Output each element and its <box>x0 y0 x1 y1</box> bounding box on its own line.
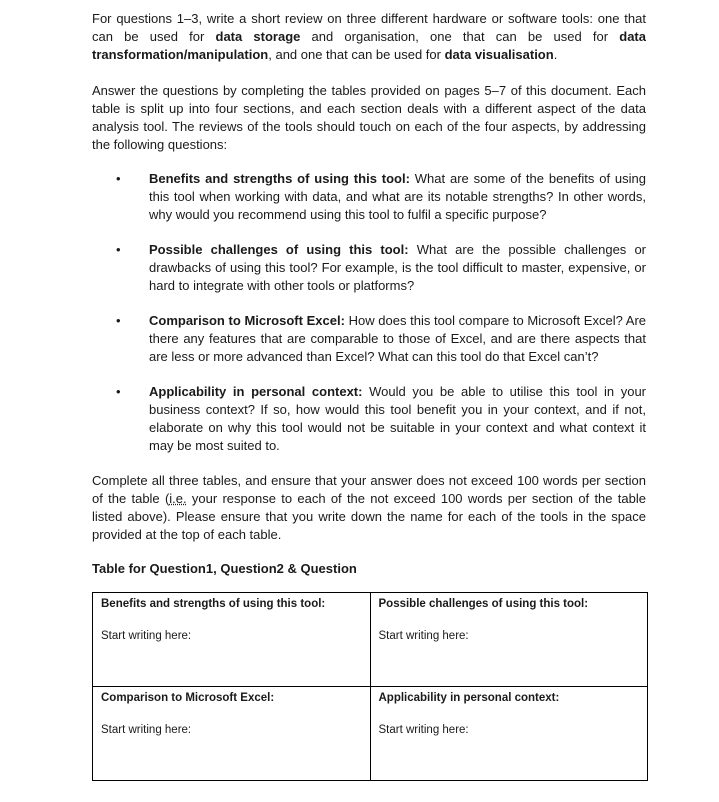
answer-cell-benefits[interactable] <box>93 593 371 687</box>
list-item <box>92 383 646 455</box>
intro-text: For questions 1–3, write a short review on three different hardware or software tools: one that can be used for <box>92 11 646 44</box>
list-item <box>92 241 646 295</box>
cell-heading: Possible challenges of using this tool: <box>378 598 589 610</box>
intro-text: . <box>553 47 558 62</box>
instructions-paragraph: Answer the questions by completing the tables provided on pages 5–7 of this document. Each table is split up into four sections, and each section deals with a different aspect of the data analysis tool. The reviews of the tools should touch on each of the four aspects, by addressing the following questions: <box>92 83 646 152</box>
intro-bold-storage: data storage <box>215 29 301 44</box>
intro-text: , and one that can be used for <box>268 47 445 62</box>
questions-list <box>92 170 646 455</box>
bullet-icon: • <box>116 242 121 257</box>
bullet-text: What are some of the benefits of using this tool when working with data, and what are its notable strengths? In other words, why would you recommend using this tool to fulfil a specific purpose? <box>149 171 646 222</box>
table-row <box>93 593 648 687</box>
bullet-term: Benefits and strengths of using this tool: <box>149 171 410 186</box>
cell-hint: Start writing here: <box>101 724 192 736</box>
answer-table <box>92 592 648 781</box>
cell-hint: Start writing here: <box>101 630 192 642</box>
intro-text: and organisation, one that can be used for <box>300 29 620 44</box>
answer-cell-applicability[interactable] <box>370 687 648 781</box>
bullet-text: Would you be able to utilise this tool in your business context? If so, how would this tool benefit you in your context, and if not, elaborate on why this tool would not be suitable in your context and what context it may be most suited to. <box>149 384 647 453</box>
closing-text: Complete all three tables, and ensure that your answer does not exceed 100 words per section of the table ( <box>92 473 646 506</box>
closing-paragraph <box>92 472 646 544</box>
closing-text: your response to each of the not exceed 100 words per section of the table listed above). Please ensure that you write down the name for each of the tools in the space provided at the top of each table. <box>92 491 646 542</box>
answer-cell-comparison[interactable] <box>93 687 371 781</box>
bullet-term: Possible challenges of using this tool: <box>149 242 409 257</box>
cell-hint: Start writing here: <box>378 630 469 642</box>
bullet-text: What are the possible challenges or drawbacks of using this tool? For example, is the tool difficult to master, expensive, or hard to integrate with other tools or platforms? <box>149 242 647 293</box>
bullet-term: Applicability in personal context: <box>149 384 363 399</box>
cell-heading: Benefits and strengths of using this tool: <box>101 598 326 610</box>
list-item <box>92 312 646 366</box>
closing-ie: i.e. <box>169 491 187 506</box>
document-page <box>92 10 646 781</box>
cell-heading: Applicability in personal context: <box>378 692 560 704</box>
cell-heading: Comparison to Microsoft Excel: <box>101 692 275 704</box>
intro-paragraph <box>92 10 646 64</box>
bullet-term: Comparison to Microsoft Excel: <box>149 313 345 328</box>
bullet-text: How does this tool compare to Microsoft Excel? Are there any features that are comparable to those of Excel, and are there aspects that are less or more advanced than Excel? What can this tool do that Excel can’t? <box>149 313 646 364</box>
cell-hint: Start writing here: <box>378 724 469 736</box>
bullet-icon: • <box>116 384 121 399</box>
bullet-icon: • <box>116 313 121 328</box>
answer-cell-challenges[interactable] <box>370 593 648 687</box>
list-item <box>92 170 646 224</box>
intro-bold-visualisation: data visualisation <box>444 47 554 62</box>
bullet-icon: • <box>116 171 121 186</box>
table-row <box>93 687 648 781</box>
intro-bold-transformation: data transformation/manipulation <box>92 29 646 62</box>
table-title: Table for Question1, Question2 & Question <box>92 561 357 576</box>
